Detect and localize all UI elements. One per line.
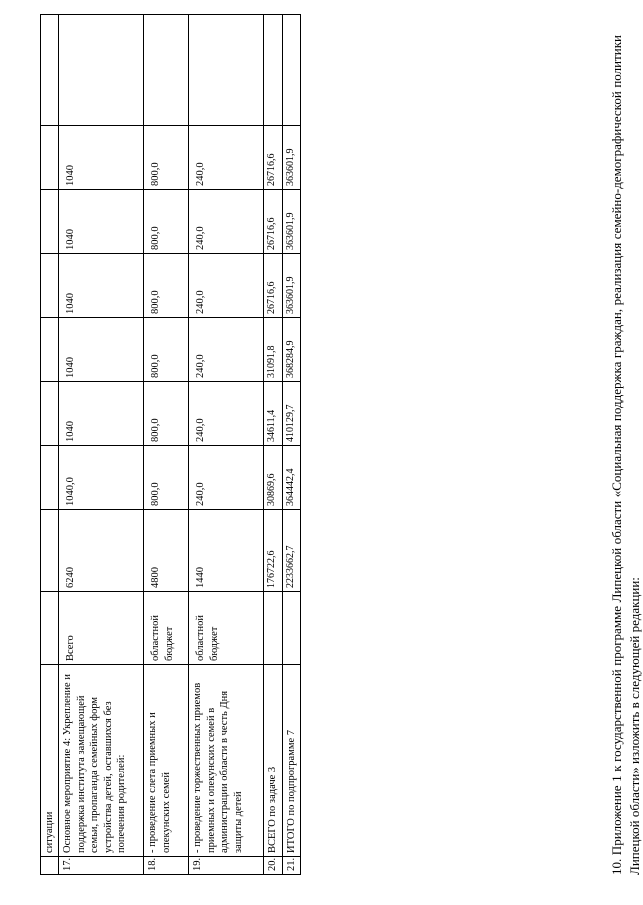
cell-value: 1040 — [59, 126, 144, 190]
cell-value: 363601,9 — [282, 190, 300, 254]
cell-value: 240,0 — [189, 254, 264, 318]
cell-source: областной бюджет — [144, 592, 189, 665]
cell-name: - проведение слета приемных и опекунских семей — [144, 665, 189, 857]
cell-value: 240,0 — [189, 126, 264, 190]
cell-num: 21. — [282, 857, 300, 875]
cell-value: 1040 — [59, 382, 144, 446]
table-row — [59, 15, 144, 875]
cell-value: 363601,9 — [282, 254, 300, 318]
cell-value: 1040,0 — [59, 446, 144, 510]
budget-table — [40, 14, 301, 875]
cell-value: 6240 — [59, 510, 144, 592]
cell-value: 240,0 — [189, 318, 264, 382]
cell-name: ситуации — [41, 665, 59, 857]
cell-value: 800,0 — [144, 126, 189, 190]
cell-num: 17. — [59, 857, 144, 875]
cell-source: Всего — [59, 592, 144, 665]
cell-source — [264, 592, 282, 665]
table-row — [264, 15, 282, 875]
cell-value: 176722,6 — [264, 510, 282, 592]
table-row — [189, 15, 264, 875]
cell-value: 410129,7 — [282, 382, 300, 446]
cell-value: 240,0 — [189, 190, 264, 254]
cell-value: 26716,6 — [264, 190, 282, 254]
cell-source: областной бюджет — [189, 592, 264, 665]
cell-value: 800,0 — [144, 318, 189, 382]
table-row — [41, 15, 59, 875]
cell-value: 240,0 — [189, 382, 264, 446]
cell-name: ИТОГО по подпрограмме 7 — [282, 665, 300, 857]
cell-value: 1040 — [59, 318, 144, 382]
cell-num — [41, 857, 59, 875]
cell-value: 26716,6 — [264, 126, 282, 190]
cell-value: 800,0 — [144, 254, 189, 318]
table-row — [282, 15, 300, 875]
cell-value: 364442,4 — [282, 446, 300, 510]
cell-value: 4800 — [144, 510, 189, 592]
cell-name: Основное мероприятие 4: Укрепление и поддержка института замещающей семьи, пропаганда семейных форм устройства детей, оставшихся без попечения родителей: — [59, 665, 144, 857]
cell-num: 20. — [264, 857, 282, 875]
cell-name: ВСЕГО по задаче 3 — [264, 665, 282, 857]
cell-value: 31091,8 — [264, 318, 282, 382]
cell-num: 18. — [144, 857, 189, 875]
cell-value: 26716,6 — [264, 254, 282, 318]
cell-value: 2233662,7 — [282, 510, 300, 592]
cell-name: - проведение торжественных приемов приемных и опекунских семей в администрации области в честь Дня защиты детей — [189, 665, 264, 857]
cell-source — [282, 592, 300, 665]
cell-value: 1040 — [59, 190, 144, 254]
cell-value: 30869,6 — [264, 446, 282, 510]
table-row — [144, 15, 189, 875]
cell-value: 240,0 — [189, 446, 264, 510]
amendment-paragraph: 10. Приложение 1 к государственной программе Липецкой области «Социальная поддержка граждан, реализация семейно-демографической политики Липецкой области» изложить в следующей редакции: — [609, 35, 642, 875]
cell-value: 800,0 — [144, 382, 189, 446]
cell-value: 34611,4 — [264, 382, 282, 446]
cell-value: 368284,9 — [282, 318, 300, 382]
cell-value: 1040 — [59, 254, 144, 318]
cell-value: 1440 — [189, 510, 264, 592]
cell-value: 800,0 — [144, 190, 189, 254]
cell-value: 363601,9 — [282, 126, 300, 190]
cell-num: 19. — [189, 857, 264, 875]
cell-value: 800,0 — [144, 446, 189, 510]
